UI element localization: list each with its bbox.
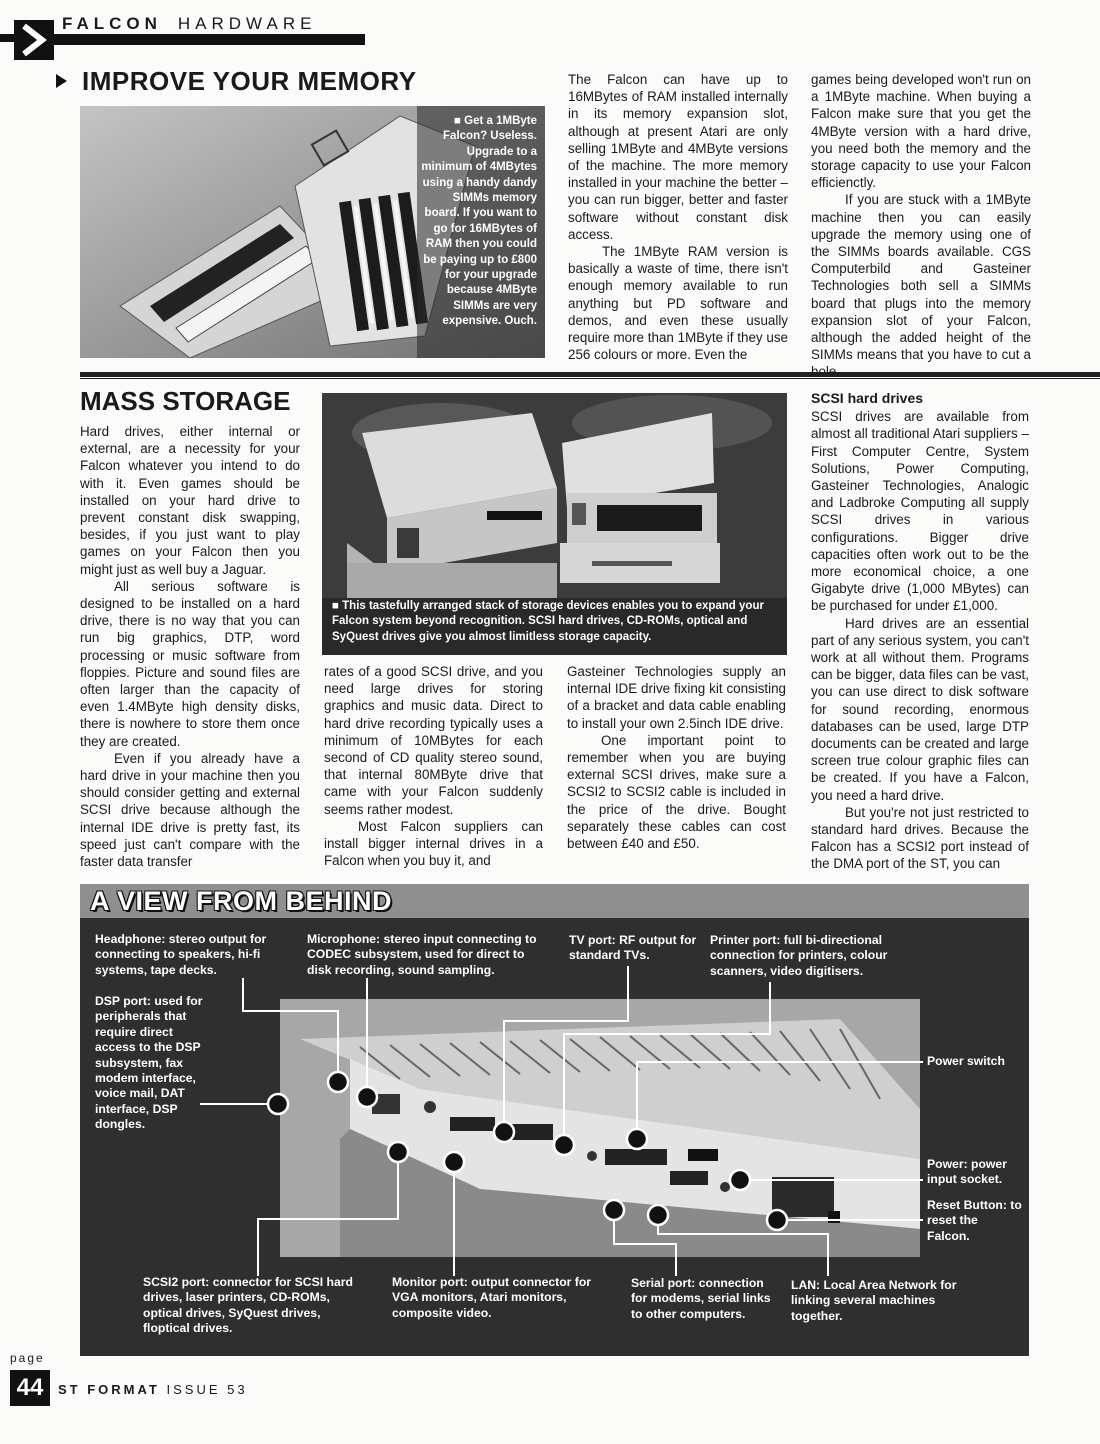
headphone-marker-icon <box>328 1072 348 1092</box>
label-headphone: Headphone: stereo output for connecting to speakers, hi-fi systems, tape decks. <box>95 932 267 977</box>
dsp-marker-icon <box>268 1094 288 1114</box>
paragraph: The Falcon can have up to 16MBytes of RAM installed internally in its memory expansion slot, although at present Atari are only selling 1MByte and 4MByte versions of the machine. The more memory installed in your machine the better – you can run bigger, better and faster software without constant disk access. <box>568 72 788 242</box>
header-brand: FALCON <box>62 14 162 33</box>
paragraph: Gasteiner Technologies supply an internal IDE drive fixing kit consisting of a bracket and data cable enabling to install your own 2.5inch IDE drive. <box>567 664 786 731</box>
panel-title: A VIEW FROM BEHIND <box>90 886 392 916</box>
storage-heading: MASS STORAGE <box>80 386 291 416</box>
footer-page-label: page <box>10 1351 45 1365</box>
storage-column-2 <box>324 663 543 869</box>
paragraph: Hard drives, either internal or external, are a necessity for your Falcon whatever you intend to do with it. Even games should be installed on your hard drive to prevent constant disk swapping, besides, if you just want to play games on your Falcon then you might just as well buy a Jaguar. <box>80 424 300 577</box>
label-dsp-port: DSP port: used for peripherals that require direct access to the DSP subsystem, fax modem interface, voice mail, DAT interface, DSP dongles. <box>95 994 203 1132</box>
paragraph: Hard drives are an essential part of any serious system, you can't work at all without them. Programs can be bigger, data files can be vast, you can use direct to disk software for sound recording, enormous databases can be used, large DTP documents can be created and large screen true colour graphic files can be created. If you have a Falcon, you need a hard drive. <box>811 615 1029 803</box>
label-reset: Reset Button: to reset the Falcon. <box>927 1198 1022 1243</box>
scsi-subheading: SCSI hard drives <box>811 390 924 406</box>
label-printer-port: Printer port: full bi-directional connection for printers, colour scanners, video digitisers. <box>710 933 888 978</box>
header-rule <box>0 34 365 42</box>
reset-marker-icon <box>767 1210 787 1230</box>
view-from-behind-panel <box>80 884 1029 1356</box>
label-serial-port: Serial port: connection for modems, serial links to other computers. <box>631 1276 771 1321</box>
simms-board-photo <box>80 106 545 358</box>
storage-column-4 <box>811 390 1029 873</box>
section-divider-thin <box>80 378 1100 379</box>
header-rule-thin <box>54 42 365 45</box>
microphone-marker-icon <box>357 1087 377 1107</box>
paragraph: Most Falcon suppliers can install bigger internal drives in a Falcon when you buy it, and <box>324 818 543 869</box>
power-switch-marker-icon <box>627 1129 647 1149</box>
storage-photo-caption: ■ This tastefully arranged stack of storage devices enables you to expand your Falcon system beyond recognition. SCSI hard drives, CD-ROMs, optical and SyQuest drives give you almost limitless storage capacity. <box>332 599 764 643</box>
paragraph: All serious software is designed to be installed on a hard drive, there is no way that you can run big graphics, DTP, word processing or music software from floppies. Picture and sound files are often larger than the capacity of even 1.4MByte high density disks, there is nowhere to store them once they are created. <box>80 578 300 749</box>
label-power-switch: Power switch <box>927 1054 1005 1068</box>
tv-marker-icon <box>494 1122 514 1142</box>
footer-issue: ISSUE 53 <box>166 1382 248 1397</box>
paragraph: SCSI drives are available from almost all traditional Atari suppliers – First Computer Centre, System Solutions, Power Computing, Gasteiner Technologies, Analogic and Ladbroke Computing all supply SCSI drives in various configurations. Bigger drive capacities often work out to be the more economical choice, a one Gigabyte drive (1,000 MBytes) can be purchased for under £1,000. <box>811 409 1029 614</box>
paragraph: But you're not just restricted to standard hard drives. Because the Falcon has a SCSI2 port instead of the DMA port of the ST, you can <box>811 804 1029 872</box>
footer-magazine <box>58 1382 248 1397</box>
storage-devices-photo <box>322 393 787 655</box>
printer-marker-icon <box>554 1135 574 1155</box>
label-microphone: Microphone: stereo input connecting to CODEC subsystem, used for direct to disk recording, sound sampling. <box>307 932 537 977</box>
memory-column-2 <box>568 71 788 363</box>
label-tv-port: TV port: RF output for standard TVs. <box>569 933 697 963</box>
lan-marker-icon <box>648 1205 668 1225</box>
paragraph: The 1MByte RAM version is basically a waste of time, there isn't enough memory available to run anything but PD software and demos, and even these usually require more than 1MByte if they use 256 colours or more. Even the <box>568 244 788 363</box>
running-header <box>62 14 316 34</box>
footer-page-number: 44 <box>10 1370 50 1406</box>
monitor-marker-icon <box>444 1152 464 1172</box>
paragraph: If you are stuck with a 1MByte machine then you can easily upgrade the memory using one of the SIMMs boards available. CGS Computerbild and Gasteiner Technologies both sell a SIMMs board that plugs into the memory expansion slot of your Falcon, although the added height of the SIMMs means that you have to cut a <box>811 192 1031 363</box>
section-divider <box>80 372 1100 377</box>
memory-column-3 <box>811 71 1031 381</box>
memory-photo-caption: ■ Get a 1MByte Falcon? Useless. Upgrade to a minimum of 4MBytes using a handy dandy SIMMs memory board. If you want to go for 16MBytes of RAM then you could be paying up to £800 for your upgrade because 4MByte SIMMs are very expensive. Ouch. <box>421 115 537 328</box>
power-marker-icon <box>730 1170 750 1190</box>
label-power: Power: power input socket. <box>927 1157 1007 1187</box>
label-scsi2-port: SCSI2 port: connector for SCSI hard drives, laser printers, CD-ROMs, optical drives, SyQuest drives, floptical drives. <box>143 1275 353 1336</box>
chevron-right-icon <box>14 20 54 60</box>
heading-bullet-icon <box>56 74 67 88</box>
header-section: HARDWARE <box>177 14 317 33</box>
paragraph: games being developed won't run on a 1MByte machine. When buying a Falcon make sure that you get the 4MByte version with a hard drive, you need both the memory and the storage capacity to use your Falcon efficienctly. <box>811 72 1031 191</box>
serial-marker-icon <box>604 1200 624 1220</box>
storage-column-1 <box>80 423 300 870</box>
paragraph: One important point to remember when you are buying external SCSI drives, make sure a SCSI2 to SCSI2 cable is included in the price of the drive. Bought separately these cables can cost between £40 and £50. <box>567 732 786 852</box>
memory-heading: IMPROVE YOUR MEMORY <box>82 66 417 96</box>
paragraph: rates of a good SCSI drive, and you need large drives for storing graphics and music data. Direct to hard drive recording typically uses a minimum of 10MBytes for each second of CD quality stereo sound, that internal 80MByte drive that came with your Falcon suddenly seems rather modest. <box>324 664 543 817</box>
label-monitor-port: Monitor port: output connector for VGA monitors, Atari monitors, composite video. <box>392 1275 592 1320</box>
footer-magazine-name: ST FORMAT <box>58 1382 160 1397</box>
label-lan: LAN: Local Area Network for linking several machines together. <box>791 1278 957 1323</box>
paragraph: Even if you already have a hard drive in your machine then you should consider getting and external SCSI drive because although the internal IDE drive is pretty fast, its speed just can't compare with the faster data transfer <box>80 750 300 870</box>
scsi2-marker-icon <box>388 1142 408 1162</box>
storage-column-3 <box>567 663 786 852</box>
